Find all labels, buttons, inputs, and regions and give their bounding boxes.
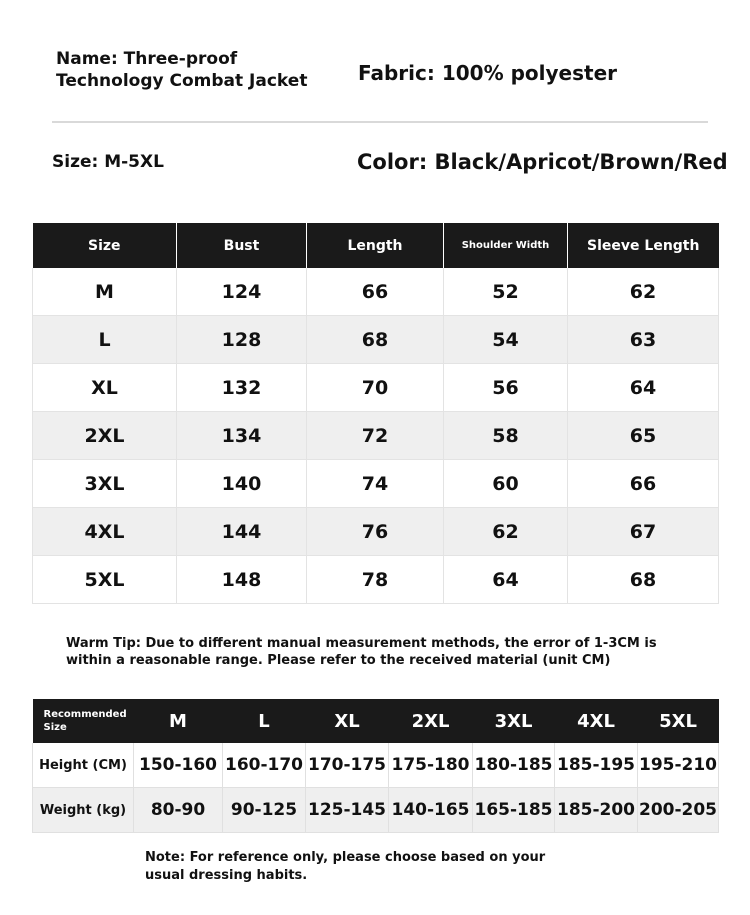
measurement-cell: 67 [568,508,719,556]
recommended-value-cell: 170-175 [306,743,389,788]
measurement-cell: 128 [177,316,307,364]
recommended-size-header: M [134,699,223,743]
size-chart-row [33,508,719,556]
recommended-value-cell: 180-185 [473,743,555,788]
measurement-cell: 54 [444,316,568,364]
measurement-cell: 62 [568,268,719,316]
warm-tip: Warm Tip: Due to different manual measurement methods, the error of 1-3CM is within a reasonable range. Please refer to the received material (unit CM) [66,636,657,668]
measurement-cell: 63 [568,316,719,364]
size-label-cell: 2XL [33,412,177,460]
measurement-cell: 78 [307,556,444,604]
recommended-row [33,743,719,788]
size-chart-row [33,556,719,604]
recommended-value-cell: 185-200 [555,788,638,833]
recommended-value-cell: 195-210 [638,743,719,788]
measurement-cell: 72 [307,412,444,460]
recommended-value-cell: 80-90 [134,788,223,833]
measurement-cell: 132 [177,364,307,412]
measurement-cell: 144 [177,508,307,556]
size-label-cell: M [33,268,177,316]
recommended-value-cell: 200-205 [638,788,719,833]
size-label-cell: L [33,316,177,364]
recommended-size-table [32,699,719,833]
measurement-cell: 68 [568,556,719,604]
measurement-cell: 64 [444,556,568,604]
measurement-cell: 68 [307,316,444,364]
measurement-cell: 62 [444,508,568,556]
recommended-row-label: Height (CM) [33,743,134,788]
measurement-cell: 58 [444,412,568,460]
size-chart-header: Sleeve Length [568,223,719,268]
measurement-cell: 74 [307,460,444,508]
recommended-value-cell: 150-160 [134,743,223,788]
recommended-header-row [33,699,719,743]
recommended-size-header: 3XL [473,699,555,743]
measurement-cell: 66 [307,268,444,316]
recommended-value-cell: 165-185 [473,788,555,833]
measurement-cell: 70 [307,364,444,412]
recommended-row-label: Weight (kg) [33,788,134,833]
product-name: Name: Three-proof Technology Combat Jacket [56,49,308,91]
size-chart-table [32,223,719,604]
measurement-cell: 124 [177,268,307,316]
size-label-cell: XL [33,364,177,412]
recommended-size-corner: Recommended Size [33,699,134,743]
size-chart-header: Size [33,223,177,268]
size-chart-header: Shoulder Width [444,223,568,268]
size-chart-row [33,412,719,460]
recommended-value-cell: 140-165 [389,788,473,833]
recommended-size-header: 2XL [389,699,473,743]
size-chart-header: Bust [177,223,307,268]
size-chart-row [33,460,719,508]
divider [52,121,708,123]
measurement-cell: 148 [177,556,307,604]
recommended-value-cell: 90-125 [223,788,306,833]
recommended-size-header: L [223,699,306,743]
product-fabric: Fabric: 100% polyester [358,61,617,85]
recommended-size-header: XL [306,699,389,743]
measurement-cell: 65 [568,412,719,460]
recommended-row [33,788,719,833]
recommended-value-cell: 160-170 [223,743,306,788]
measurement-cell: 64 [568,364,719,412]
recommended-value-cell: 125-145 [306,788,389,833]
measurement-cell: 66 [568,460,719,508]
reference-note: Note: For reference only, please choose based on your usual dressing habits. [145,850,546,883]
measurement-cell: 134 [177,412,307,460]
product-colors: Color: Black/Apricot/Brown/Red [357,150,728,174]
measurement-cell: 76 [307,508,444,556]
measurement-cell: 140 [177,460,307,508]
size-chart-row [33,316,719,364]
size-chart-row [33,364,719,412]
measurement-cell: 52 [444,268,568,316]
size-label-cell: 4XL [33,508,177,556]
recommended-size-header: 4XL [555,699,638,743]
size-label-cell: 3XL [33,460,177,508]
size-chart-header-row [33,223,719,268]
size-chart-row [33,268,719,316]
product-size-range: Size: M-5XL [52,152,164,172]
measurement-cell: 56 [444,364,568,412]
measurement-cell: 60 [444,460,568,508]
recommended-size-header: 5XL [638,699,719,743]
recommended-value-cell: 175-180 [389,743,473,788]
size-chart-header: Length [307,223,444,268]
recommended-value-cell: 185-195 [555,743,638,788]
size-label-cell: 5XL [33,556,177,604]
